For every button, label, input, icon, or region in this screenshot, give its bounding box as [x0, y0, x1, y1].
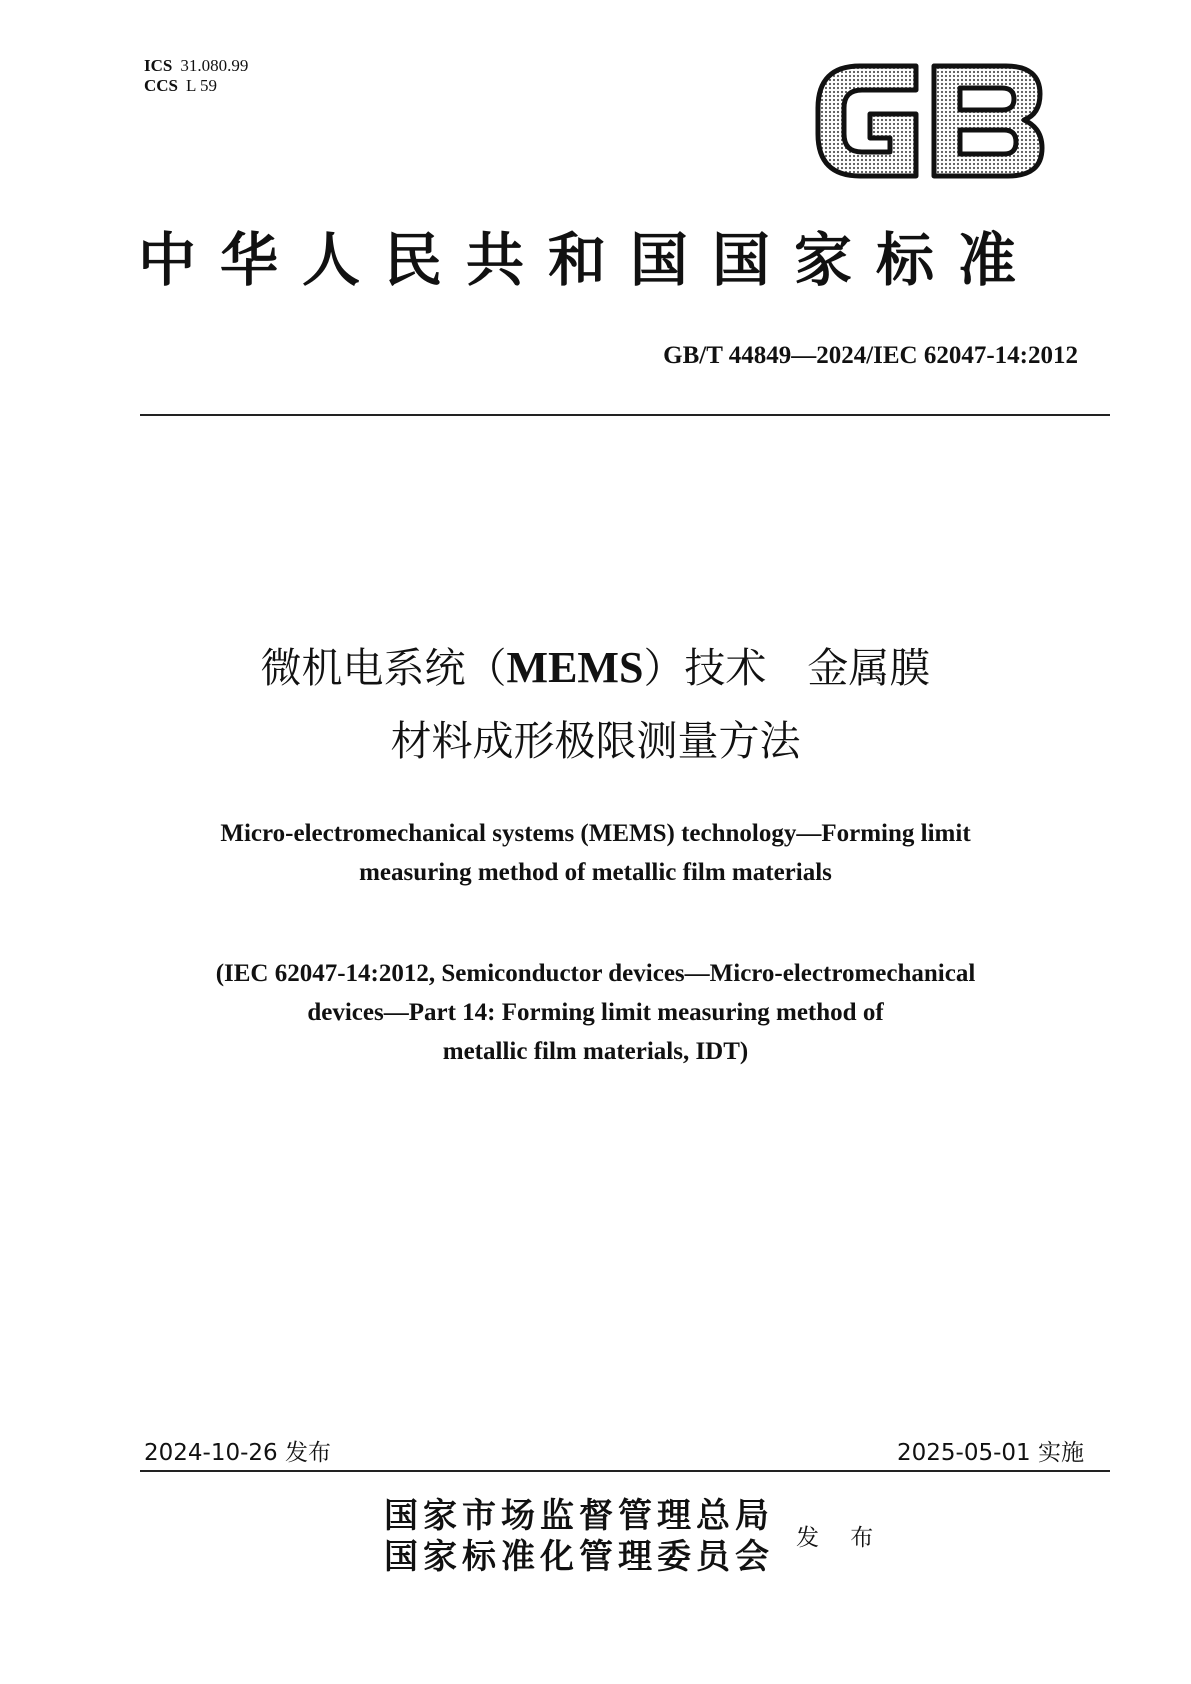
equivalence-line-1: (IEC 62047-14:2012, Semiconductor devices—Micro-electromechanical: [215, 960, 976, 987]
header-divider: [140, 414, 1110, 416]
chinese-title-mems: MEMS: [506, 643, 644, 692]
chinese-title-line-2: 材料成形极限测量方法: [390, 717, 801, 765]
chinese-title-suffix: ）技术 金属膜: [643, 644, 931, 692]
issuer-samr: 国家市场监督管理总局: [384, 1496, 774, 1536]
ics-code: [144, 56, 248, 76]
footer-divider: [140, 1470, 1110, 1472]
classification-codes: [144, 56, 248, 96]
chinese-title-line-1: [0, 638, 1191, 698]
issue-date: 2024-10-26 发布: [144, 1440, 331, 1466]
issuing-organizations: [384, 1496, 774, 1578]
equivalence-line-3: metallic film materials, IDT): [442, 1038, 749, 1065]
ccs-code: [144, 76, 248, 96]
ccs-value: L 59: [186, 76, 218, 95]
english-title-line-1: Micro-electromechanical systems (MEMS) technology—Forming limit: [220, 820, 971, 847]
implementation-date: 2025-05-01 实施: [897, 1440, 1084, 1466]
ccs-label: CCS: [144, 76, 179, 95]
chinese-title-prefix: 微机电系统（: [260, 644, 507, 692]
issuer-sac: 国家标准化管理委员会: [384, 1537, 774, 1577]
english-title-line-2: measuring method of metallic film materials: [359, 859, 832, 886]
standard-type-title: 中华人民共和国国家标准: [138, 226, 1041, 294]
standard-number: GB/T 44849—2024/IEC 62047-14:2012: [663, 342, 1078, 369]
gb-logo: [812, 58, 1048, 184]
ics-label: ICS: [144, 56, 173, 75]
ics-value: 31.080.99: [180, 56, 249, 75]
issue-label: 发 布: [796, 1525, 886, 1551]
equivalence-line-2: devices—Part 14: Forming limit measuring method of: [307, 999, 884, 1026]
